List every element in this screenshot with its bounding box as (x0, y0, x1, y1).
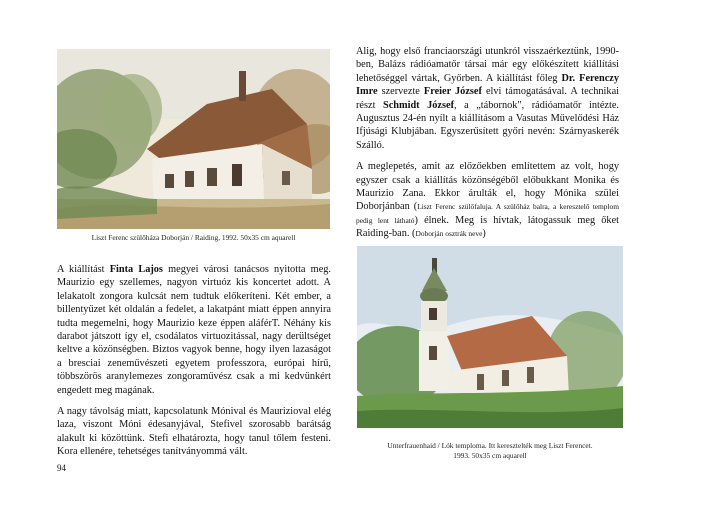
paragraph: Alig, hogy első franciaországi utunkról visszaérkeztünk, 1990-ben, Balázs rádióamatőr társai már egy előkészített kiállítási lehetőséggel vártak, Győrben. A kiállítást főleg Dr. Ferenczy Imre szervezte Freier József elvi támogatásával. A technikai részt Schmidt József, a „tábornok", rádióamatőr intézte. Augusztus 24-én nyílt a kiállításom a Vasutas Művelődési Ház Ifjúsági Klubjában. Egyszerűsített győri nevén: Szárnyaskerék Szálló. (356, 46, 620, 151)
church-painting (357, 246, 623, 428)
figure1-caption: Liszt Ferenc szülőháza Doborján / Raiding, 1992. 50x35 cm aquarell (91, 233, 296, 242)
right-column-text (356, 45, 619, 249)
person-name: Dr. Ferenczy Imre (356, 72, 619, 98)
person-name: Freier József (423, 86, 482, 98)
left-column-text (57, 263, 331, 467)
page-number: 94 (57, 463, 66, 473)
liszt-house-painting (57, 49, 330, 229)
paragraph: A nagy távolság miatt, kapcsolatunk Mónival és Maurizioval elég laza, viszont Móni édesanyjával, Stefivel szorosabb barátság alakult ki közöttünk. Stefi elhatározta, hogy tanul tőlem festeni. Kora ellenére, tehetséges tanítványommá vált. (57, 406, 331, 458)
person-name: Finta Lajos (109, 264, 163, 275)
person-name: Schmidt József (382, 99, 455, 111)
paragraph: A meglepetés, amit az előzőekben említettem az volt, hogy egyszer csak a kiállítás közönségéből előbukkant Monika és Maurizio Zana. Ekkor árulták el, hogy Mónika szülei Doborjánban (Liszt Ferenc szülőfaluja. A szülőház balra, a keresztelő templom pedig lent látható) élnek. Meg is hívtak, látogassuk meg őket Raiding-ban. (Doborján osztrák neve) (356, 161, 619, 240)
paragraph: A kiállítást Finta Lajos megyei városi tanácsos nyitotta meg. Maurizio egy szellemes, nagyon virtuóz kis koncertet adott. A lelakatolt zongora kulcsát nem tudtuk előkeríteni. Két ember, a billentyűzet két oldalán a fedelet, a lakatpánt miatt éppen annyira tudta megemelni, hogy Maurizio keze éppen aláférT. Néhány kis darabot játszott így el, csodálatos virtuozitással, nagy derültséget keltve a közönségben. Biztos vagyok benne, hogy ilyen lazaságot a bresciai zeneművészeti egyetem professzora, európai hírű, többszörös aranylemezes zongoraművész csak a mi kedvünkért engedett meg magának. (57, 264, 331, 396)
figure2-caption: Unterfrauenhaid / Lók temploma. Itt keresztelték meg Liszt Ferencet. 1993. 50x35 cm aquarell (387, 441, 593, 460)
